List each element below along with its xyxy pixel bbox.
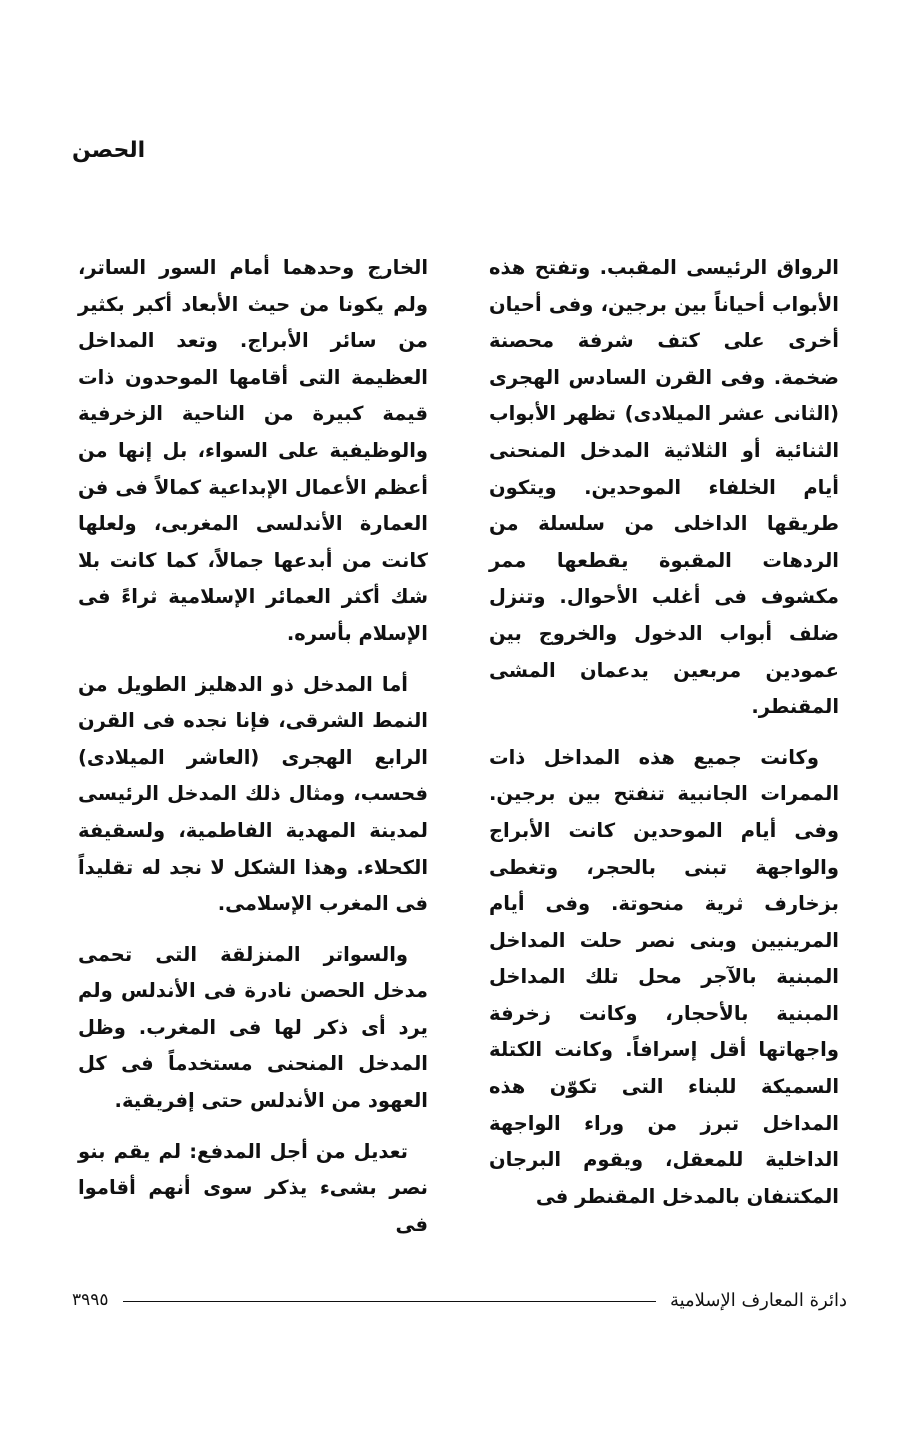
footer-book-title: دائرة المعارف الإسلامية [669,1289,847,1311]
paragraph: والسواتر المنزلقة التى تحمى مدخل الحصن نادرة فى الأندلس ولم يرد أى ذكر لها فى المغرب. وظل المدخل المنحنى مستخدماً فى كل العهود من الأندلس حتى إفريقية. [78,942,428,1113]
paragraph: وكانت جميع هذه المداخل ذات الممرات الجانبية تنفتح بين برجين. وفى أيام الموحدين كانت الأبراج والواجهة تبنى بالحجر، وتغطى بزخارف ثرية منحوتة. وفى أيام المرينيين وبنى نصر حلت المداخل المبنية بالآجر محل تلك المداخل المبنية بالأحجار، وكانت زخرفة واجهاتها أقل إسرافاً. وكانت الكتلة السميكة للبناء التى تكوّن هذه المداخل تبرز من وراء الواجهة الداخلية للمعقل، ويقوم البرجان المكتنفان بالمدخل المقنطر فى [489,745,839,1208]
paragraph: الرواق الرئيسى المقبب. وتفتح هذه الأبواب أحياناً بين برجين، وفى أحيان أخرى على كتف شرفة محصنة ضخمة. وفى القرن السادس الهجرى (الثانى عشر الميلادى) تظهر الأبواب الثنائية أو الثلاثية المدخل المنحنى أيام الخلفاء الموحدين. ويتكون طريقها الداخلى من سلسلة من الردهات المقبوة يقطعها ممر مكشوف فى أغلب الأحوال. وتنزل ضلف أبواب الدخول والخروج بين عمودين مربعين يدعمان المشى المقنطر. [489,256,839,719]
page-footer [72,1286,847,1314]
text-column-left [78,250,428,1243]
text-column-right [489,250,839,1215]
footer-rule [123,1301,656,1302]
paragraph-text: لم يقم بنو نصر بشىء يذكر سوى أنهم أقاموا فى [78,1139,428,1236]
paragraph: أما المدخل ذو الدهليز الطويل من النمط الشرقى، فإنا نجده فى القرن الرابع الهجرى (العاشر الميلادى) فحسب، ومثال ذلك المدخل الرئيسى لمدينة المهدية الفاطمية، ولسقيفة الكحلاء. وهذا الشكل لا نجد له تقليداً فى المغرب الإسلامى. [78,672,428,916]
section-heading: تعديل من أجل المدفع: [189,1139,409,1163]
page-number: ٣٩٩٥ [72,1290,109,1310]
paragraph-with-heading [78,1134,428,1244]
running-header-title: الحصن [72,138,146,163]
paragraph: الخارج وحدهما أمام السور الساتر، ولم يكونا من حيث الأبعاد أكبر بكثير من سائر الأبراج. وتعد المداخل العظيمة التى أقامها الموحدون ذات قيمة كبيرة من الناحية الزخرفية والوظيفية على السواء، بل إنها من أعظم الأعمال الإبداعية كمالاً فى فن العمارة الأندلسى المغربى، ولعلها كانت من أبدعها جمالاً، كما كانت بلا شك أكثر العمائر الإسلامية ثراءً فى الإسلام بأسره. [78,256,428,645]
